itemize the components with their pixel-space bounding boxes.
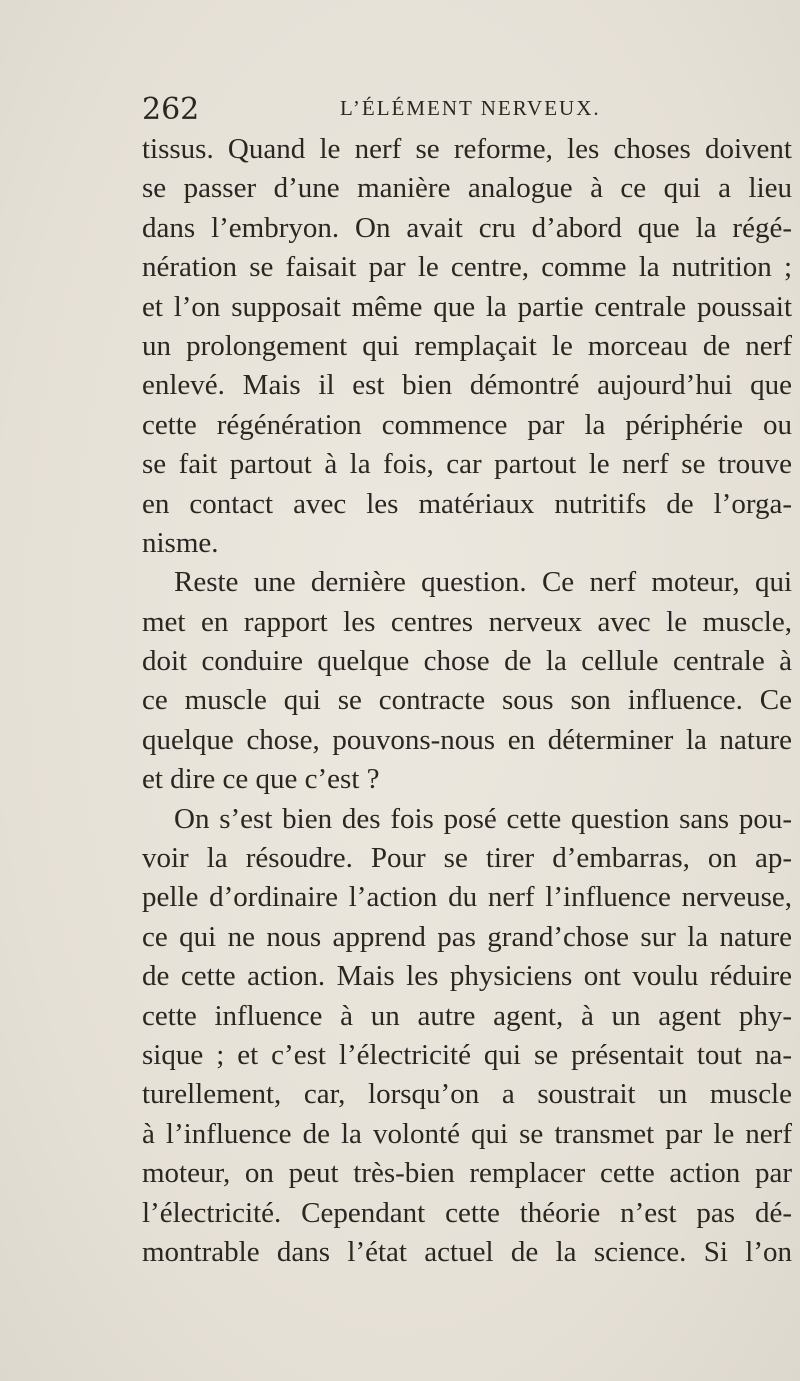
text-line: moteur, on peut très-bien remplacer cette action par (142, 1157, 792, 1190)
text-line: doit conduire quelque chose de la cellule centrale à (142, 645, 792, 678)
text-line: l’électricité. Cependant cette théorie n’est pas dé- (142, 1196, 792, 1229)
text-line: montrable dans l’état actuel de la science. Si l’on (142, 1235, 792, 1268)
text-line: voir la résoudre. Pour se tirer d’embarras, on ap- (142, 842, 792, 875)
text-line: On s’est bien des fois posé cette question sans pou- (174, 802, 792, 835)
text-line: un prolongement qui remplaçait le morceau de nerf (142, 329, 792, 362)
body-text (142, 130, 792, 1272)
text-line: et l’on supposait même que la partie centrale poussait (142, 290, 792, 323)
text-line: nisme. (142, 526, 219, 559)
running-title: L’ÉLÉMENT NERVEUX. (340, 96, 601, 120)
text-line: nération se faisait par le centre, comme la nutrition ; (142, 251, 792, 284)
text-line: Reste une dernière question. Ce nerf moteur, qui (174, 566, 792, 599)
page-number: 262 (142, 92, 200, 127)
text-line: en contact avec les matériaux nutritifs de l’orga- (142, 487, 792, 520)
text-line: cette régénération commence par la périphérie ou (142, 408, 792, 441)
text-line: à l’influence de la volonté qui se transmet par le nerf (142, 1117, 792, 1150)
text-line: se passer d’une manière analogue à ce qui a lieu (142, 172, 792, 205)
text-line: se fait partout à la fois, car partout le nerf se trouve (142, 448, 792, 481)
running-head (142, 92, 792, 132)
text-line: sique ; et c’est l’électricité qui se présentait tout na- (142, 1038, 792, 1071)
text-line: cette influence à un autre agent, à un agent phy- (142, 999, 792, 1032)
text-line: et dire ce que c’est ? (142, 763, 380, 796)
text-line: de cette action. Mais les physiciens ont voulu réduire (142, 960, 792, 993)
text-line: pelle d’ordinaire l’action du nerf l’influence nerveuse, (142, 881, 792, 914)
text-line: met en rapport les centres nerveux avec le muscle, (142, 605, 792, 638)
text-line: ce qui ne nous apprend pas grand’chose sur la nature (142, 920, 792, 953)
text-line: dans l’embryon. On avait cru d’abord que la régé- (142, 211, 792, 244)
text-line: ce muscle qui se contracte sous son influence. Ce (142, 684, 792, 717)
text-line: tissus. Quand le nerf se reforme, les choses doivent (142, 133, 792, 165)
text-line: turellement, car, lorsqu’on a soustrait un muscle (142, 1078, 792, 1111)
text-line: enlevé. Mais il est bien démontré aujourd’hui que (142, 369, 792, 402)
text-line: quelque chose, pouvons-nous en déterminer la nature (142, 723, 792, 756)
